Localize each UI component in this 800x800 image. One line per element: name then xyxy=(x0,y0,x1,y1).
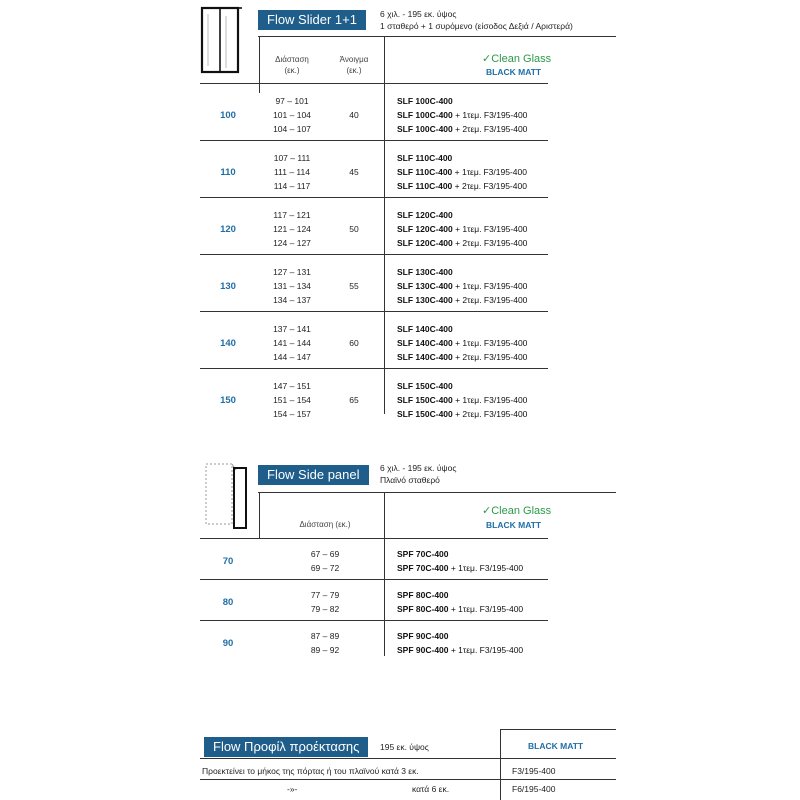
product-code-line xyxy=(397,407,527,421)
side-right-divider xyxy=(384,492,385,656)
product-code-line xyxy=(397,602,523,616)
leaf-icon: ✓ xyxy=(482,505,492,517)
product-code: SPF 90C-400 xyxy=(397,645,449,655)
dimension-range: 67 – 69 xyxy=(310,549,340,559)
dimension-range: 124 – 127 xyxy=(273,238,311,248)
profile-desc: 195 εκ. ύψος xyxy=(380,742,429,752)
slider-black-matt-label: BLACK MATT xyxy=(486,67,542,77)
side-black-matt-label: BLACK MATT xyxy=(486,520,542,530)
product-code-extra: + 1τεμ. F3/195-400 xyxy=(448,604,524,614)
profile-header-rule xyxy=(200,758,616,759)
product-code-line xyxy=(397,179,527,193)
product-code-line xyxy=(397,151,527,165)
dimension-range-list xyxy=(262,94,322,136)
product-code: SLF 140C-400 xyxy=(397,352,453,362)
product-code: SLF 150C-400 xyxy=(397,395,453,405)
product-code-line xyxy=(397,629,523,643)
dimension-range: 69 – 72 xyxy=(310,563,340,573)
dimension-range-list xyxy=(262,151,322,193)
product-code: SLF 130C-400 xyxy=(397,267,453,277)
profile-black-matt-label: BLACK MATT xyxy=(528,741,584,751)
side-title-badge: Flow Side panel xyxy=(258,465,369,485)
dimension-range: 141 – 144 xyxy=(273,338,311,348)
row-divider xyxy=(200,254,548,255)
product-code-line xyxy=(397,265,527,279)
product-code-list xyxy=(397,208,527,250)
side-clean-glass-logo: ✓Clean Glass xyxy=(482,505,552,517)
product-code: SPF 70C-400 xyxy=(397,549,449,559)
slider-top-rule xyxy=(258,36,616,37)
side-left-divider xyxy=(259,492,260,538)
slider-header-rule xyxy=(200,83,548,84)
row-divider xyxy=(200,368,548,369)
product-code-line xyxy=(397,208,527,222)
product-code-line xyxy=(397,393,527,407)
dimension-range: 144 – 147 xyxy=(273,352,311,362)
product-code-extra: + 1τεμ. F3/195-400 xyxy=(452,338,528,348)
row-divider xyxy=(200,620,548,621)
product-code-line xyxy=(397,94,527,108)
slider-clean-glass-logo: ✓Clean Glass xyxy=(482,53,552,65)
profile-code-divider xyxy=(500,729,501,800)
size-label: 110 xyxy=(220,167,236,178)
dimension-range-list xyxy=(262,265,322,307)
product-code: SLF 130C-400 xyxy=(397,295,453,305)
product-code-extra: + 2τεμ. F3/195-400 xyxy=(452,409,528,419)
dimension-range: 114 – 117 xyxy=(273,181,311,191)
product-code-line xyxy=(397,236,527,250)
dimension-range: 101 – 104 xyxy=(273,110,311,120)
opening-value: 45 xyxy=(349,167,359,177)
dimension-range: 131 – 134 xyxy=(273,281,311,291)
product-code-line xyxy=(397,293,527,307)
size-label: 140 xyxy=(220,338,236,349)
size-label: 70 xyxy=(222,556,234,567)
leaf-icon: ✓ xyxy=(482,53,492,65)
row-divider xyxy=(200,579,548,580)
dimension-range: 117 – 121 xyxy=(273,210,311,220)
product-code-extra: + 2τεμ. F3/195-400 xyxy=(452,238,528,248)
slider-col-dim-header: Διάσταση (εκ.) xyxy=(275,55,309,75)
product-code-line xyxy=(397,222,527,236)
product-code-line xyxy=(397,122,527,136)
dimension-range: 127 – 131 xyxy=(273,267,311,277)
dimension-range-list xyxy=(285,588,365,616)
slider-desc-2: 1 σταθερό + 1 συρόμενο (είσοδος Δεξιά / Αριστερά) xyxy=(380,21,573,31)
product-code-list xyxy=(397,322,527,364)
product-code: SLF 110C-400 xyxy=(397,153,453,163)
product-code: SLF 140C-400 xyxy=(397,338,453,348)
side-col-dim-header: Διάσταση (εκ.) xyxy=(299,520,351,529)
profile-title-badge: Flow Προφίλ προέκτασης xyxy=(204,737,368,757)
dimension-range: 151 – 154 xyxy=(273,395,311,405)
side-header-rule xyxy=(200,538,548,539)
dimension-range: 97 – 101 xyxy=(275,96,309,106)
dimension-range: 154 – 157 xyxy=(273,409,311,419)
dimension-range: 89 – 92 xyxy=(310,645,340,655)
dimension-range-list xyxy=(285,629,365,657)
profile-row1-code: F3/195-400 xyxy=(512,766,556,776)
dimension-range: 147 – 151 xyxy=(273,381,311,391)
slider-col-open-header: Άνοιγμα (εκ.) xyxy=(339,55,369,75)
size-label: 80 xyxy=(222,597,234,608)
slider-title-badge: Flow Slider 1+1 xyxy=(258,10,366,30)
product-code-line xyxy=(397,643,523,657)
product-code: SPF 90C-400 xyxy=(397,631,449,641)
product-code-extra: + 2τεμ. F3/195-400 xyxy=(452,295,528,305)
opening-value: 65 xyxy=(349,395,359,405)
dimension-range-list xyxy=(262,379,322,421)
dimension-range: 79 – 82 xyxy=(310,604,340,614)
product-code-line xyxy=(397,279,527,293)
profile-row2-text: κατά 6 εκ. xyxy=(412,784,450,794)
product-code-extra: + 2τεμ. F3/195-400 xyxy=(452,124,528,134)
product-code-extra: + 2τεμ. F3/195-400 xyxy=(452,181,527,191)
product-code-extra: + 1τεμ. F3/195-400 xyxy=(452,395,528,405)
product-code: SLF 110C-400 xyxy=(397,181,453,191)
profile-top-rule xyxy=(500,729,616,730)
dimension-range: 87 – 89 xyxy=(310,631,340,641)
opening-value: 50 xyxy=(349,224,359,234)
product-code: SLF 100C-400 xyxy=(397,124,453,134)
product-code-list xyxy=(397,629,523,657)
product-code-extra: + 1τεμ. F3/195-400 xyxy=(448,645,524,655)
opening-value: 60 xyxy=(349,338,359,348)
product-code: SPF 70C-400 xyxy=(397,563,449,573)
profile-row2-prefix: -»- xyxy=(287,784,298,794)
product-code-extra: + 1τεμ. F3/195-400 xyxy=(452,281,528,291)
product-code-list xyxy=(397,94,527,136)
slider-left-divider xyxy=(259,36,260,93)
profile-row-rule xyxy=(200,779,616,780)
slider-door-illustration xyxy=(198,6,244,76)
dimension-range: 104 – 107 xyxy=(273,124,311,134)
product-code-line xyxy=(397,588,523,602)
product-code: SLF 100C-400 xyxy=(397,110,453,120)
product-code: SLF 110C-400 xyxy=(397,167,453,177)
product-code: SPF 80C-400 xyxy=(397,590,449,600)
product-code-extra: + 1τεμ. F3/195-400 xyxy=(452,224,528,234)
size-label: 120 xyxy=(220,224,236,235)
slider-desc-1: 6 χιλ. - 195 εκ. ύψος xyxy=(380,9,457,19)
product-code-extra: + 1τεμ. F3/195-400 xyxy=(452,167,527,177)
product-code: SLF 150C-400 xyxy=(397,381,453,391)
size-label: 100 xyxy=(220,110,236,121)
product-code: SLF 150C-400 xyxy=(397,409,453,419)
row-divider xyxy=(200,140,548,141)
product-code-extra: + 1τεμ. F3/195-400 xyxy=(448,563,524,573)
dimension-range: 107 – 111 xyxy=(273,153,311,163)
product-code-list xyxy=(397,265,527,307)
product-code: SLF 130C-400 xyxy=(397,281,453,291)
product-code: SLF 140C-400 xyxy=(397,324,453,334)
product-code: SLF 120C-400 xyxy=(397,238,453,248)
size-label: 90 xyxy=(222,638,234,649)
product-code-extra: + 2τεμ. F3/195-400 xyxy=(452,352,528,362)
product-code-line xyxy=(397,561,523,575)
product-code: SPF 80C-400 xyxy=(397,604,449,614)
product-code-list xyxy=(397,379,527,421)
product-code-line xyxy=(397,108,527,122)
size-label: 130 xyxy=(220,281,236,292)
product-code-list xyxy=(397,588,523,616)
profile-row2-code: F6/195-400 xyxy=(512,784,556,794)
row-divider xyxy=(200,197,548,198)
dimension-range-list xyxy=(285,547,365,575)
product-code-extra: + 1τεμ. F3/195-400 xyxy=(452,110,528,120)
opening-value: 55 xyxy=(349,281,359,291)
profile-row1-text: Προεκτείνει το μήκος της πόρτας ή του πλαϊνού κατά 3 εκ. xyxy=(202,766,419,776)
dimension-range: 121 – 124 xyxy=(273,224,311,234)
side-desc-1: 6 χιλ. - 195 εκ. ύψος xyxy=(380,463,457,473)
size-label: 150 xyxy=(220,395,236,406)
product-code: SLF 100C-400 xyxy=(397,96,453,106)
slider-right-divider xyxy=(384,36,385,414)
side-panel-illustration xyxy=(200,460,250,530)
product-code-line xyxy=(397,379,527,393)
opening-value: 40 xyxy=(349,110,359,120)
dimension-range: 134 – 137 xyxy=(273,295,311,305)
row-divider xyxy=(200,311,548,312)
product-code-line xyxy=(397,350,527,364)
dimension-range: 77 – 79 xyxy=(310,590,340,600)
dimension-range-list xyxy=(262,208,322,250)
product-code-line xyxy=(397,165,527,179)
dimension-range: 111 – 114 xyxy=(274,167,310,177)
side-desc-2: Πλαϊνό σταθερό xyxy=(380,475,440,485)
product-code-line xyxy=(397,547,523,561)
side-top-rule xyxy=(258,492,616,493)
product-code-line xyxy=(397,336,527,350)
product-code-line xyxy=(397,322,527,336)
dimension-range: 137 – 141 xyxy=(273,324,311,334)
product-code: SLF 120C-400 xyxy=(397,210,453,220)
product-code-list xyxy=(397,151,527,193)
product-code-list xyxy=(397,547,523,575)
dimension-range-list xyxy=(262,322,322,364)
product-code: SLF 120C-400 xyxy=(397,224,453,234)
